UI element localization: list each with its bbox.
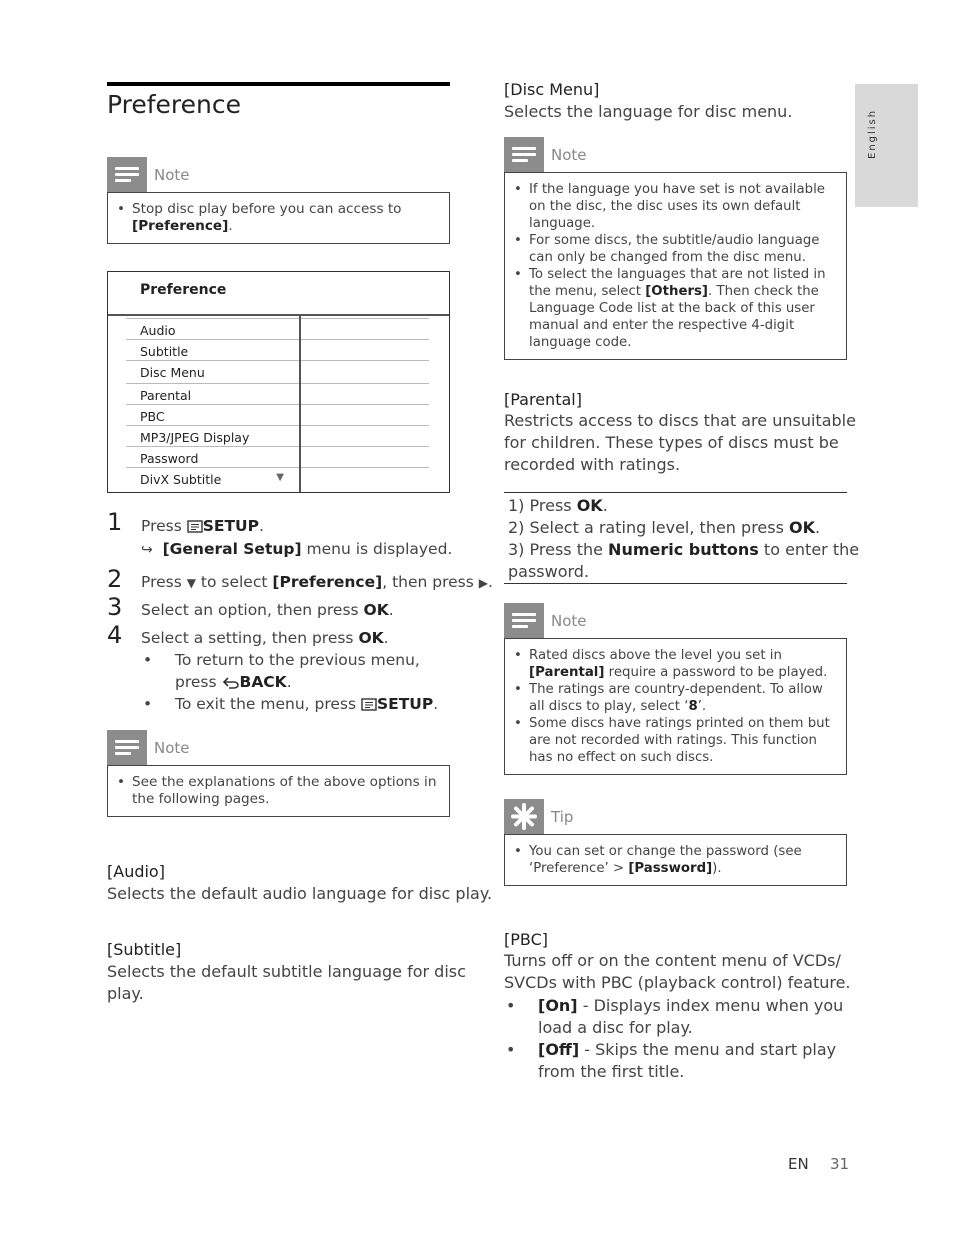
note-box-3 <box>504 137 847 360</box>
back-icon <box>222 677 240 689</box>
note-item: • See the explanations of the above options in the following pages. <box>117 774 439 808</box>
note-label: Note <box>551 612 587 630</box>
tip-item: • You can set or change the password (see ‘Preference’ > [Password]). <box>514 843 836 877</box>
step-number: 3 <box>107 593 123 621</box>
bullet-back-b: press BACK. <box>175 673 292 691</box>
step-2: Press ▼ to select [Preference], then press ▶. <box>141 573 493 591</box>
step-1-result: ↪ [General Setup] menu is displayed. <box>141 540 453 558</box>
parental-step-1: 1) Press OK. <box>508 496 608 515</box>
pbc-off: [Off] - Skips the menu and start play <box>538 1040 837 1059</box>
right-arrow-icon: ▶ <box>478 576 488 590</box>
subtitle-text: Selects the default subtitle language for disc <box>107 962 466 981</box>
step-4: Select a setting, then press OK. <box>141 629 389 647</box>
pbc-on: [On] - Displays index menu when you <box>538 996 844 1015</box>
note-box-4 <box>504 603 847 775</box>
audio-text: Selects the default audio language for disc play. <box>107 884 493 903</box>
parental-heading: [Parental] <box>504 390 582 409</box>
step-number: 4 <box>107 621 123 649</box>
note-icon <box>107 157 147 192</box>
step-3: Select an option, then press OK. <box>141 601 394 619</box>
title-rule <box>107 82 450 86</box>
language-tab <box>855 84 918 207</box>
bullet-dot: • <box>143 651 153 669</box>
page-number: 31 <box>830 1155 850 1173</box>
tip-label: Tip <box>551 808 574 826</box>
note-label: Note <box>154 166 190 184</box>
scroll-down-icon: ▼ <box>276 472 284 483</box>
pbc-on-cont: load a disc for play. <box>538 1018 693 1037</box>
parental-steps <box>504 492 860 584</box>
parental-text: for children. These types of discs must be <box>504 433 839 452</box>
note-item: • The ratings are country-dependent. To allow all discs to play, select ‘8’. <box>514 681 836 715</box>
parental-text: Restricts access to discs that are unsuitable <box>504 411 856 430</box>
disc-menu-text: Selects the language for disc menu. <box>504 102 793 121</box>
note-icon <box>504 137 544 172</box>
bullet-dot: • <box>506 996 516 1015</box>
setup-icon <box>187 520 203 533</box>
menu-item-parental[interactable]: Parental <box>126 383 299 405</box>
tip-box <box>504 799 847 886</box>
menu-item-pbc[interactable]: PBC <box>126 404 299 426</box>
menu-item-password[interactable]: Password <box>126 446 299 468</box>
note-icon <box>504 603 544 638</box>
menu-item-disc-menu[interactable]: Disc Menu <box>126 360 299 382</box>
pbc-text: SVCDs with PBC (playback control) feature. <box>504 973 851 992</box>
menu-item-divx-subtitle[interactable]: DivX Subtitle ▼ <box>126 467 299 489</box>
language-tab-label: English <box>867 108 878 159</box>
result-arrow-icon: ↪ <box>141 542 153 558</box>
menu-item-subtitle[interactable]: Subtitle <box>126 339 299 361</box>
note-item: • To select the languages that are not listed in the menu, select [Others]. Then check the Language Code list at the back of this user manual and enter the respective 4-digit language code. <box>514 266 836 351</box>
step-1: Press SETUP. <box>141 517 264 535</box>
step-number: 2 <box>107 565 123 593</box>
tip-icon <box>504 799 544 834</box>
note-label: Note <box>551 146 587 164</box>
note-item: • Stop disc play before you can access to [Preference]. <box>117 201 439 235</box>
menu-item-mp3-jpeg[interactable]: MP3/JPEG Display <box>126 425 299 447</box>
note-item: • Rated discs above the level you set in [Parental] require a password to be played. <box>514 647 836 681</box>
note-box-2 <box>107 730 450 817</box>
preference-menu <box>107 271 450 493</box>
pbc-off-cont: from the first title. <box>538 1062 685 1081</box>
disc-menu-heading: [Disc Menu] <box>504 80 600 99</box>
menu-item-audio[interactable]: Audio <box>126 318 299 340</box>
subtitle-heading: [Subtitle] <box>107 940 182 959</box>
parental-step-3b: password. <box>508 562 590 581</box>
parental-step-2: 2) Select a rating level, then press OK. <box>508 518 821 537</box>
down-arrow-icon: ▼ <box>186 576 196 590</box>
bullet-dot: • <box>143 695 153 713</box>
subtitle-text: play. <box>107 984 144 1003</box>
bullet-dot: • <box>506 1040 516 1059</box>
audio-heading: [Audio] <box>107 862 165 881</box>
page-title: Preference <box>107 90 242 119</box>
menu-title: Preference <box>140 282 227 298</box>
note-box-1 <box>107 157 450 244</box>
step-number: 1 <box>107 508 123 536</box>
parental-text: recorded with ratings. <box>504 455 681 474</box>
setup-icon <box>361 698 377 711</box>
bullet-back-a: To return to the previous menu, <box>175 651 420 669</box>
parental-step-3: 3) Press the Numeric buttons to enter the <box>508 540 860 559</box>
note-icon <box>107 730 147 765</box>
note-label: Note <box>154 739 190 757</box>
bullet-exit: To exit the menu, press SETUP. <box>175 695 439 713</box>
pbc-text: Turns off or on the content menu of VCDs/ <box>504 951 841 970</box>
pbc-heading: [PBC] <box>504 930 548 949</box>
note-item: • Some discs have ratings printed on them but are not recorded with ratings. This function has no effect on such discs. <box>514 715 836 766</box>
note-item: • For some discs, the subtitle/audio language can only be changed from the disc menu. <box>514 232 836 266</box>
footer-lang: EN <box>788 1155 809 1173</box>
note-item: • If the language you have set is not available on the disc, the disc uses its own default language. <box>514 181 836 232</box>
